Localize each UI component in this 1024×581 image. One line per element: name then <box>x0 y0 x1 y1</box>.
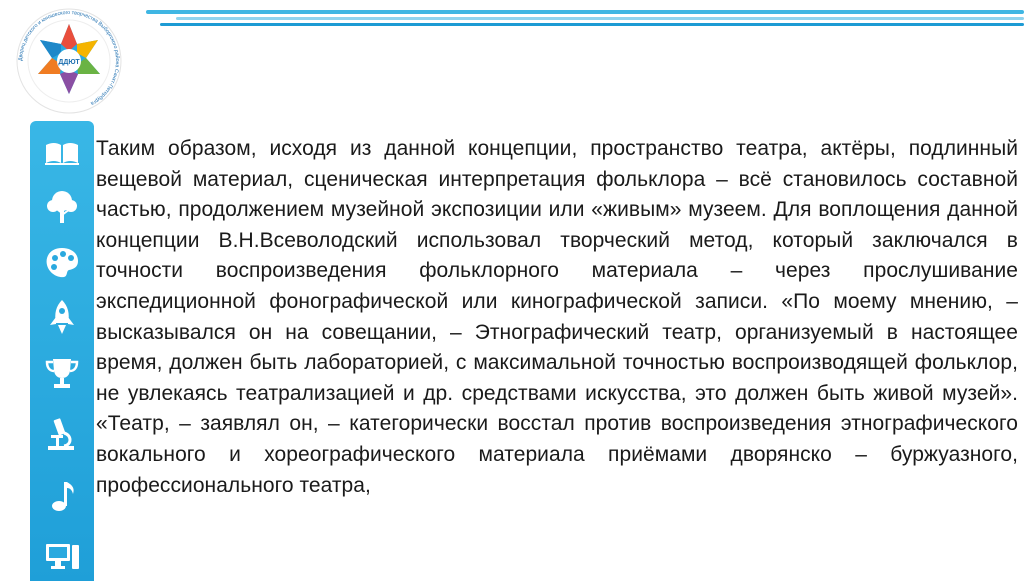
rocket-icon <box>30 293 94 341</box>
tree-icon <box>30 183 94 231</box>
stripe-bottom <box>160 23 1024 26</box>
stripe-top <box>146 10 1024 14</box>
logo-ring-text: Дворец детского и юношеского творчества Выборгского района Санкт-Петербурга <box>17 9 121 107</box>
stripe-middle <box>176 17 1024 20</box>
main-text-block <box>96 134 1018 501</box>
palette-icon <box>30 239 94 287</box>
header-stripes <box>146 10 1024 30</box>
microscope-icon <box>30 411 94 459</box>
organization-logo <box>14 6 124 116</box>
sidebar <box>30 121 94 581</box>
body-paragraph: Таким образом, исходя из данной концепции, пространство театра, актёры, подлинный вещевой материал, сценическая интерпретация фольклора – всё становилось составной частью, продолжением музейной экспозиции или «живым» музеем. Для воплощения данной концепции В.Н.Всеволодский использовал творческий метод, который заключался в точности воспроизведения фольклорного материала – через прослушивание экспедиционной фонографической или кинографической записи. «По моему мнению, – высказывался он на совещании, – Этнографический театр, организуемый в настоящее время, должен быть лабораторией, с максимальной точностью воспроизводящей фольклор, не увлекаясь театрализацией и др. средствами искусства, это должен быть живой музей». «Театр, – заявлял он, – категорически восстал против воспроизведения этнографического вокального и хореографического материала приёмами дворянско – буржуазного, профессионального театра, <box>96 137 1018 497</box>
logo-center-text: ДДЮТ <box>58 59 80 66</box>
open-book-icon <box>30 129 94 177</box>
music-note-icon <box>30 473 94 521</box>
trophy-icon <box>30 349 94 397</box>
